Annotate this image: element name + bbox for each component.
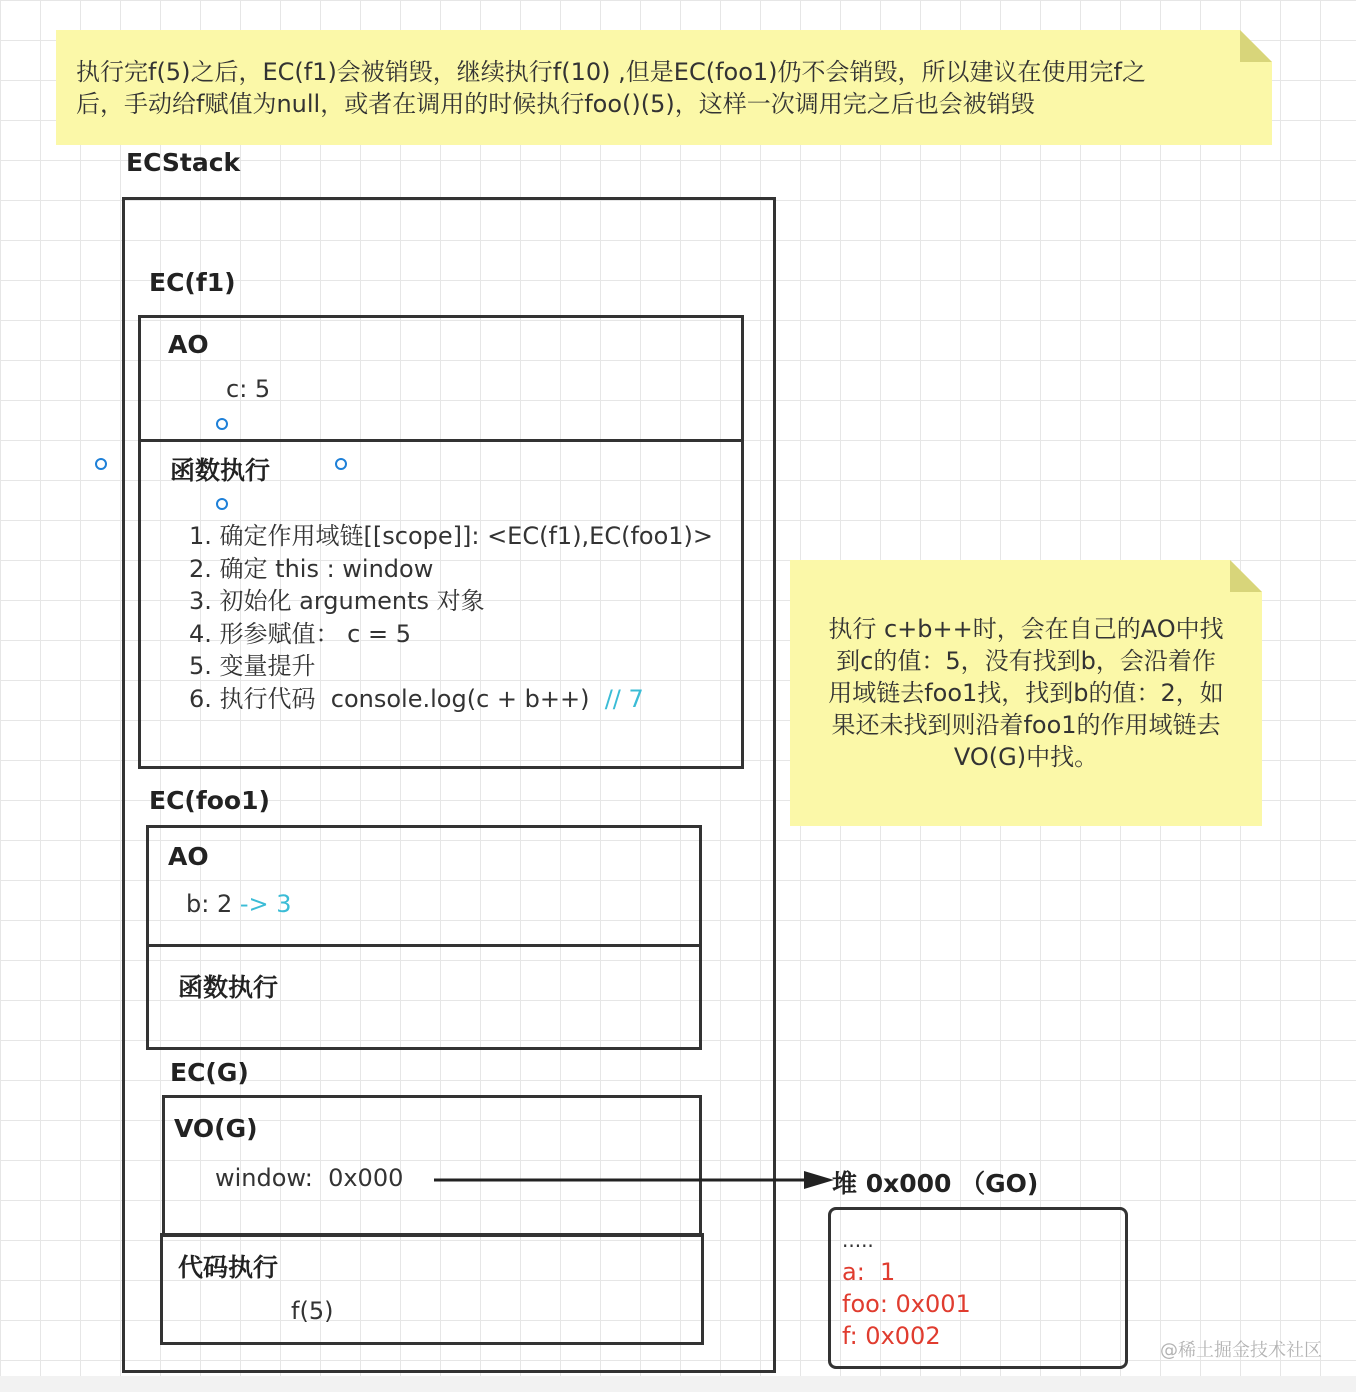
selection-handle-top[interactable] xyxy=(216,418,228,430)
step-1: 1. 确定作用域链[[scope]]: <EC(f1),EC(foo1)> xyxy=(189,522,714,550)
step-3: 3. 初始化 arguments 对象 xyxy=(189,587,485,615)
pointer-arrow xyxy=(430,1166,840,1194)
ec-f1-ao-value: c: 5 xyxy=(226,375,271,403)
step-6-comment: // 7 xyxy=(604,684,644,713)
ec-foo1-exec-label: 函数执行 xyxy=(178,973,279,1002)
ec-g-title: EC(G) xyxy=(170,1058,249,1087)
ec-f1-ao-label: AO xyxy=(168,330,209,359)
heap-item-foo: foo: 0x001 xyxy=(842,1290,971,1318)
side-note-line-5: VO(G)中找。 xyxy=(953,743,1099,771)
ec-foo1-ao-label: AO xyxy=(168,842,209,871)
ec-f1-steps xyxy=(189,520,713,715)
step-2: 2. 确定 this : window xyxy=(189,554,434,583)
ec-foo1-title: EC(foo1) xyxy=(149,786,270,815)
selection-handle-right[interactable] xyxy=(335,458,347,470)
top-note-line1: 执行完f(5)之后，EC(f1)会被销毁，继续执行f(10) ,但是EC(foo1)仍不会销毁，所以建议在使用完f之 xyxy=(76,58,1146,86)
heap-item-a: a: 1 xyxy=(842,1258,896,1286)
step-6-text: 6. 执行代码 console.log(c + b++) xyxy=(189,684,605,713)
top-note-line2: 后，手动给f赋值为null，或者在调用的时候执行foo()(5)，这样一次调用完之后也会被销毁 xyxy=(76,90,1035,118)
heap-ellipsis: ..... xyxy=(842,1228,874,1252)
ec-g-vo-label: VO(G) xyxy=(174,1114,258,1143)
ec-foo1-ao-value xyxy=(186,890,292,918)
ec-foo1-ao-value-change: -> 3 xyxy=(239,890,292,918)
selection-handle-bottom[interactable] xyxy=(216,498,228,510)
ecstack-title: ECStack xyxy=(126,148,241,177)
side-note-line-1: 执行 c+b++时，会在自己的AO中找 xyxy=(828,615,1224,643)
ec-foo1-ao-value-base: b: 2 xyxy=(186,890,240,918)
step-4: 4. 形参赋值： c = 5 xyxy=(189,619,411,648)
ec-g-exec-label: 代码执行 xyxy=(178,1253,279,1282)
ec-f1-exec-label: 函数执行 xyxy=(170,456,271,485)
ec-f1-title: EC(f1) xyxy=(149,268,236,297)
side-note-line-4: 果还未找到则沿着foo1的作用域链去 xyxy=(831,711,1221,739)
selection-handle-left[interactable] xyxy=(95,458,107,470)
step-6 xyxy=(189,683,713,716)
heap-title: 堆 0x000 （GO) xyxy=(832,1169,1039,1198)
side-note-fold xyxy=(1230,560,1262,592)
side-note-line-2: 到c的值：5，没有找到b，会沿着作 xyxy=(836,647,1216,675)
ec-g-vo-value: window: 0x000 xyxy=(215,1164,404,1192)
ec-foo1-ao-box xyxy=(146,825,702,947)
top-note-fold xyxy=(1240,30,1272,62)
heap-item-f: f: 0x002 xyxy=(842,1322,941,1350)
step-5: 5. 变量提升 xyxy=(189,652,316,680)
side-note-line-3: 用域链去foo1找，找到b的值：2，如 xyxy=(828,679,1224,707)
ec-g-exec-value: f(5) xyxy=(291,1297,334,1325)
side-note-text xyxy=(790,613,1262,773)
bottom-strip xyxy=(0,1376,1356,1392)
watermark: @稀土掘金技术社区 xyxy=(1160,1340,1322,1361)
